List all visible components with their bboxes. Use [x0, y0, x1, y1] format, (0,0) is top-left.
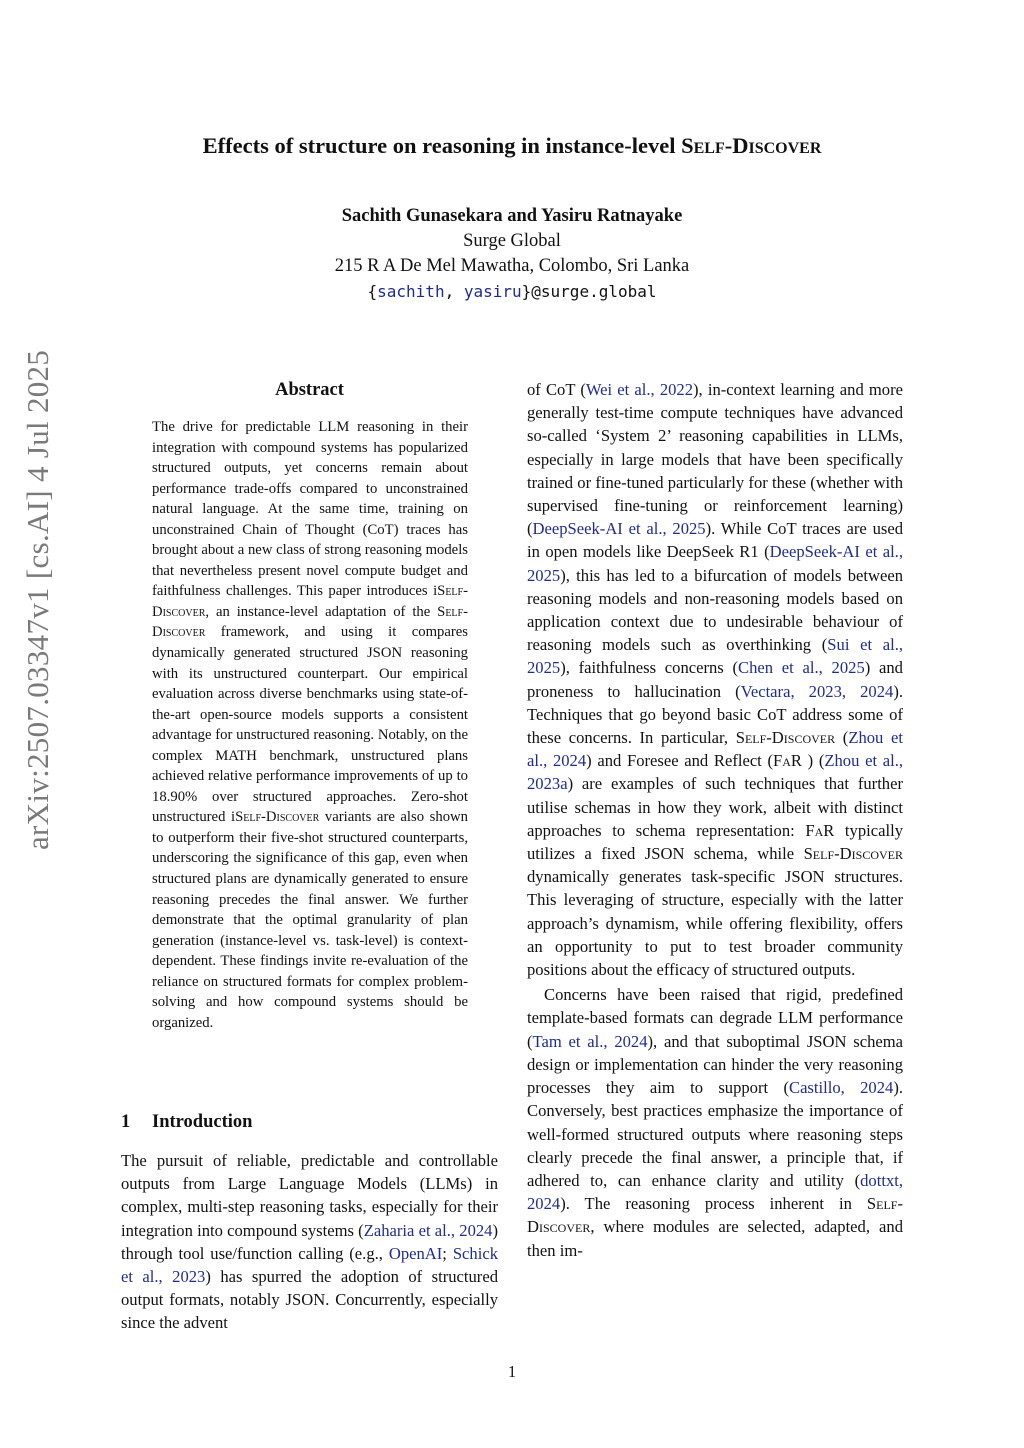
intro-left-column: [121, 1149, 498, 1335]
body-text: (: [835, 728, 849, 748]
body-text: ), in-context learning and more generally test-time compute techniques have advanced so-called ‘System 2’ reasoning capabilities in LLMs, especially in large models that have been specifically trained or fine-tuned particularly for these (whether with supervised fine-tuning or reinforcement learning) (: [527, 380, 903, 539]
citation-link[interactable]: DeepSeek-AI et al., 2025: [527, 542, 903, 585]
section-title: Introduction: [152, 1112, 253, 1132]
body-text: ) has spurred the adoption of structured output formats, notably JSON. Concurrently, especially since the advent: [121, 1267, 498, 1333]
body-text: ) are examples of such techniques that further utilise schemas in how they work, albeit with distinct approaches to schema representation:: [527, 774, 903, 840]
author-names: Sachith Gunasekara and Yasiru Ratnayake: [341, 206, 683, 226]
body-text: ). Techniques that go beyond basic CoT address some of these concerns. In particular,: [527, 681, 903, 748]
body-text: ) and proneness to hallucination (: [527, 658, 903, 701]
title-smallcaps: Self-Discover: [681, 133, 822, 158]
email-brace-open: {: [367, 282, 378, 301]
title-text: Effects of structure on reasoning in instance-level: [202, 133, 682, 158]
email-separator: ,: [444, 282, 464, 301]
body-text: ) (: [801, 751, 825, 771]
page-number: 1: [507, 1362, 517, 1381]
arxiv-identifier-stamp: arXiv:2507.03347v1 [cs.AI] 4 Jul 2025: [20, 349, 55, 850]
section-number: 1: [121, 1112, 131, 1132]
body-text: Concerns have been raised that rigid, predefined template-based formats can degrade LLM performance (: [527, 985, 903, 1051]
abstract-body: [152, 417, 468, 1033]
citation-link[interactable]: Schick et al., 2023: [121, 1243, 498, 1287]
section-heading-introduction: [121, 1109, 252, 1135]
body-text: ), this has led to a bifurcation of models between reasoning models and non-reasoning models based on application context due to undesirable behaviour of reasoning models such as overthinking (: [527, 565, 903, 655]
citation-link[interactable]: DeepSeek-AI et al., 2025: [532, 519, 706, 539]
citation-link[interactable]: Castillo, 2024: [789, 1078, 894, 1098]
smallcaps-term: FaR: [773, 751, 802, 771]
abstract-text: framework, and using it compares dynamically generated structured JSON reasoning with its unstructured counterpart. Our empirical evaluation across diverse benchmarks using state-of-the-art open-source models supports a consistent advantage for unstructured reasoning. Notably, on the complex MATH benchmark, unstructured plans achieved relative performance improvements of up to 18.90% over structured approaches. Zero-shot unstructured i: [152, 624, 468, 826]
abstract-smallcaps: Self-Discover: [152, 583, 468, 620]
intro-paragraph-continued: [527, 378, 903, 981]
citation-link[interactable]: dottxt, 2024: [527, 1170, 903, 1214]
author-affiliation: Surge Global: [463, 231, 561, 251]
smallcaps-term: Self-Discover: [527, 1194, 903, 1237]
email-user-yasiru[interactable]: yasiru: [463, 282, 522, 301]
citation-link[interactable]: Vectara, 2023, 2024: [740, 681, 894, 701]
body-text: ), faithfulness concerns (: [560, 658, 739, 678]
body-text: ). While CoT traces are used in open models like DeepSeek R1 (: [527, 519, 903, 562]
abstract-text: variants are also shown to outperform their five-shot structured counterparts, underscoring the significance of this gap, even when structured plans are dynamically generated to ensure reasoning precedes the final answer. We further demonstrate that the optimal granularity of plan generation (instance-level vs. task-level) is context-dependent. These findings invite re-evaluation of the reliance on structured formats for complex problem-solving and how compound systems should be organized.: [152, 809, 468, 1031]
intro-right-column: [527, 378, 903, 1262]
citation-link[interactable]: Wei et al., 2022: [585, 380, 694, 399]
citation-link[interactable]: OpenAI: [388, 1243, 443, 1263]
abstract-paragraph: [152, 417, 468, 1033]
author-email: [212, 279, 812, 304]
citation-link[interactable]: Zhou et al., 2024: [527, 728, 903, 771]
body-text: ;: [442, 1243, 453, 1263]
body-text: typically utilizes a fixed JSON schema, while: [527, 820, 903, 864]
smallcaps-term: Self-Discover: [803, 844, 903, 864]
paper-title: [80, 131, 944, 161]
citation-link[interactable]: Sui et al., 2025: [527, 635, 903, 678]
body-text: ). Conversely, best practices emphasize the importance of well-formed structured outputs where reasoning steps clearly precede the final answer, a principle that, if adhered to, can enhance clarity and utility (: [527, 1078, 903, 1190]
author-address: 215 R A De Mel Mawatha, Colombo, Sri Lanka: [334, 256, 690, 276]
smallcaps-term: FaR: [805, 820, 835, 840]
body-text: , where modules are selected, adapted, and then im-: [527, 1217, 903, 1260]
citation-link[interactable]: Zaharia et al., 2024: [363, 1220, 493, 1240]
body-text: ) through tool use/function calling (e.g.,: [121, 1220, 498, 1263]
body-text: of CoT (: [527, 380, 586, 399]
citation-link[interactable]: Tam et al., 2024: [532, 1031, 648, 1051]
body-text: ) and Foresee and Reflect (: [586, 751, 773, 771]
abstract-text: , an instance-level adaptation of the: [205, 603, 438, 620]
abstract-heading: Abstract: [275, 380, 344, 400]
intro-paragraph-1: [121, 1149, 498, 1335]
abstract-smallcaps: Self-Discover: [235, 809, 320, 826]
author-block: [212, 204, 812, 304]
citation-link[interactable]: Chen et al., 2025: [738, 658, 865, 678]
email-user-sachith[interactable]: sachith: [377, 282, 445, 301]
body-text: ), and that suboptimal JSON schema design or implementation can hinder the very reasoning processes they aim to support (: [527, 1031, 903, 1098]
citation-link[interactable]: Zhou et al., 2023a: [527, 751, 903, 794]
intro-paragraph-2: [527, 983, 903, 1261]
abstract-smallcaps: Self-Discover: [152, 603, 468, 641]
body-text: dynamically generates task-specific JSON structures. This leveraging of structure, especially with the latter approach’s dynamism, while offering flexibility, offers an opportunity to put to test broader community positions about the efficacy of structured outputs.: [527, 867, 903, 980]
abstract-text: The drive for predictable LLM reasoning in their integration with compound systems has popularized structured outputs, yet concerns remain about performance trade-offs compared to unconstrained natural language. At the same time, training on unconstrained Chain of Thought (CoT) traces has brought about a new class of strong reasoning models that nevertheless present novel compute budget and faithfulness challenges. This paper introduces i: [152, 419, 468, 600]
body-text: The pursuit of reliable, predictable and controllable outputs from Large Language Models (LLMs) in complex, multi-step reasoning tasks, especially for their integration into compound systems (: [121, 1151, 498, 1240]
body-text: ). The reasoning process inherent in: [560, 1194, 867, 1214]
smallcaps-term: Self-Discover: [735, 728, 836, 748]
email-domain: }@surge.global: [521, 282, 657, 301]
